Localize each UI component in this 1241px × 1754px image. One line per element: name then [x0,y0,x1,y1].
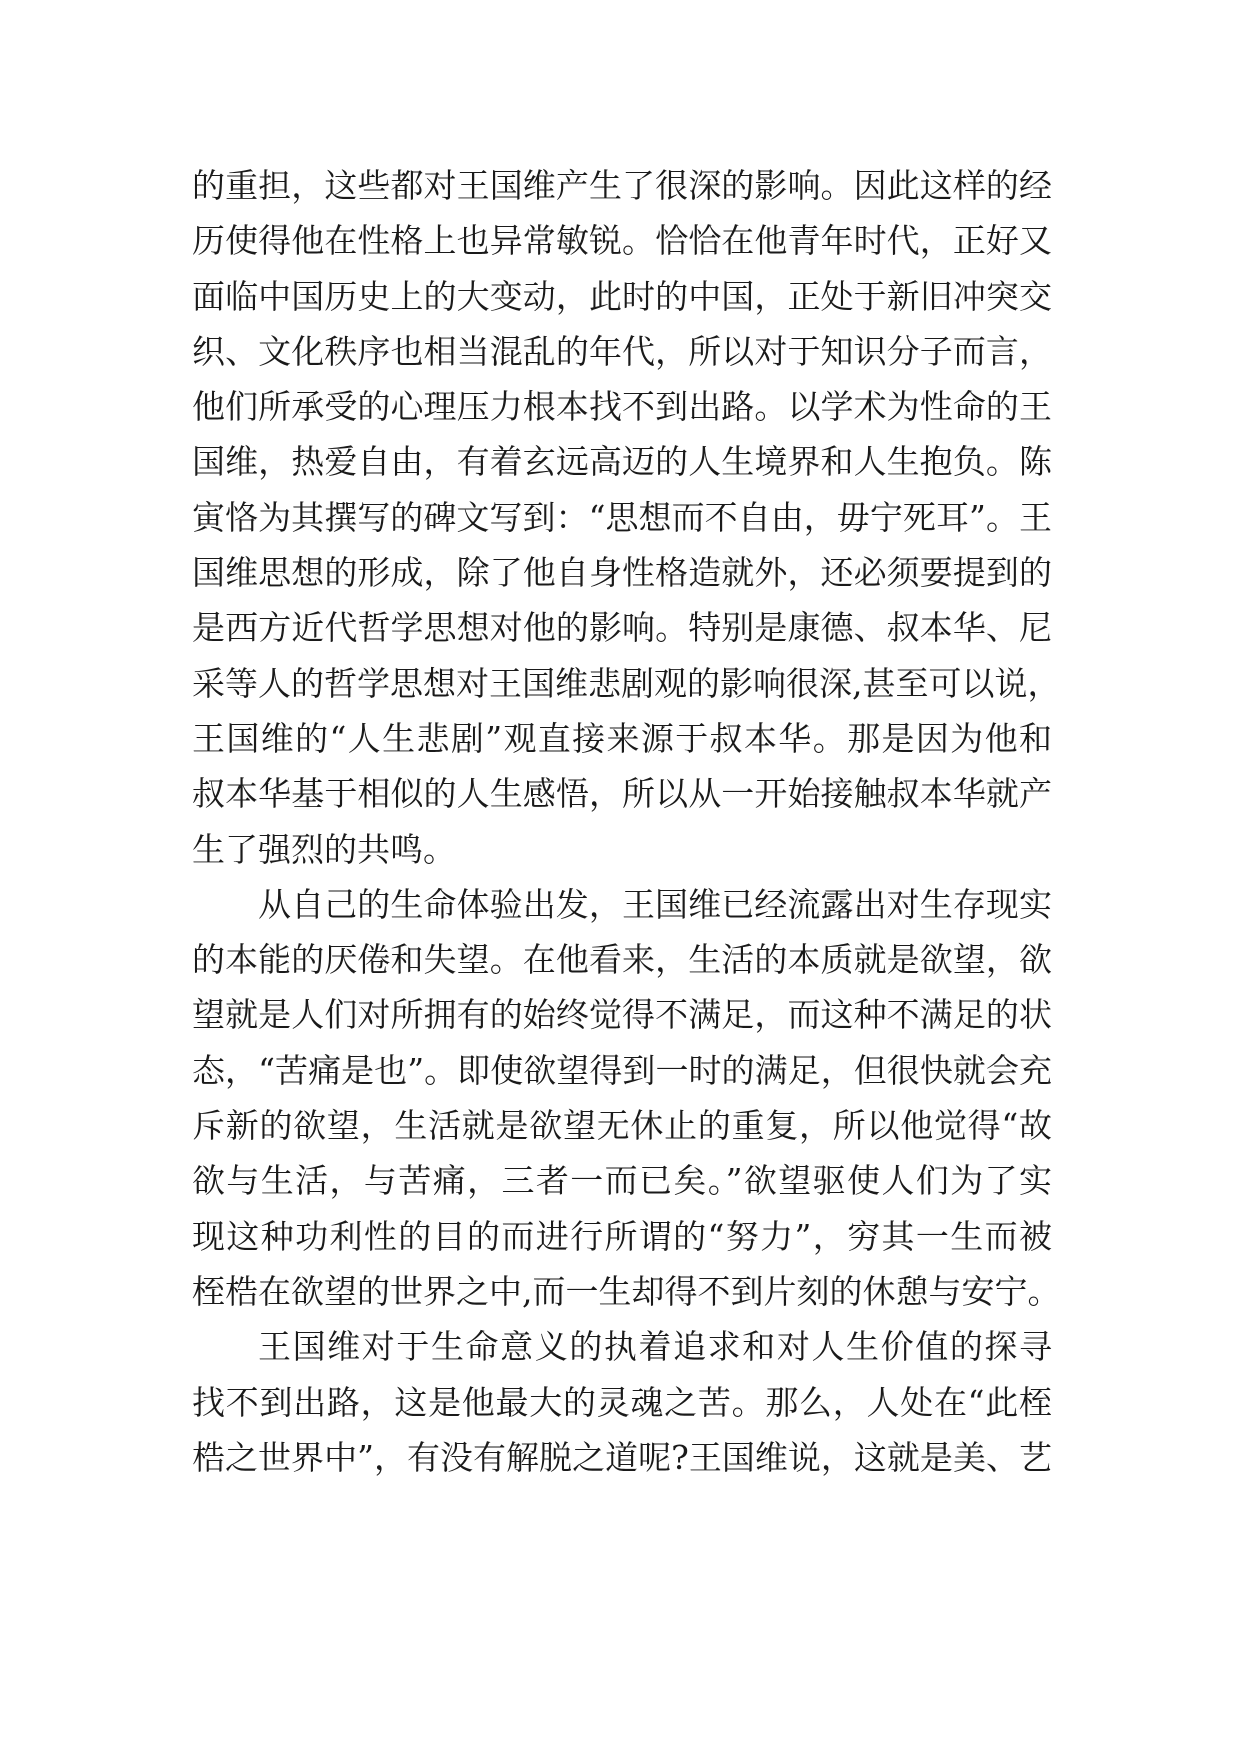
paragraph-first-line: 王国维对于生命意义的执着追求和对人生价值的探寻 [258,1327,1052,1367]
text-line: 是西方近代哲学思想对他的影响。特别是康德、叔本华、尼 [192,608,1052,648]
text-line: 面临中国历史上的大变动，此时的中国，正处于新旧冲突交 [192,276,1052,316]
text-line: 现这种功利性的目的而进行所谓的“努力”，穷其一生而被 [192,1216,1052,1256]
text-line: 的本能的厌倦和失望。在他看来，生活的本质就是欲望，欲 [192,940,1052,980]
text-line: 国维思想的形成，除了他自身性格造就外，还必须要提到的 [192,553,1052,593]
text-line: 望就是人们对所拥有的始终觉得不满足，而这种不满足的状 [192,995,1052,1035]
text-line: 桎梏在欲望的世界之中,而一生却得不到片刻的休憩与安宁。 [192,1271,1061,1311]
text-line: 生了强烈的共鸣。 [192,829,456,869]
text-line: 织、文化秩序也相当混乱的年代，所以对于知识分子而言， [192,331,1052,371]
text-line: 欲与生活，与苦痛，三者一而已矣。”欲望驱使人们为了实 [192,1161,1052,1201]
paragraph-first-line: 从自己的生命体验出发，王国维已经流露出对生存现实 [258,884,1052,924]
text-line: 他们所承受的心理压力根本找不到出路。以学术为性命的王 [192,387,1052,427]
text-line: 王国维的“人生悲剧”观直接来源于叔本华。那是因为他和 [192,718,1052,758]
text-line: 找不到出路，这是他最大的灵魂之苦。那么，人处在“此桎 [192,1382,1052,1422]
text-line: 态，“苦痛是也”。即使欲望得到一时的满足，但很快就会充 [192,1050,1052,1090]
text-line: 的重担，这些都对王国维产生了很深的影响。因此这样的经 [192,166,1052,205]
text-line: 寅恪为其撰写的碑文写到：“思想而不自由，毋宁死耳”。王 [192,497,1052,537]
text-line: 叔本华基于相似的人生感悟，所以从一开始接触叔本华就产 [192,774,1052,814]
text-line: 历使得他在性格上也异常敏锐。恰恰在他青年时代，正好又 [192,221,1052,261]
text-line: 采等人的哲学思想对王国维悲剧观的影响很深,甚至可以说， [192,663,1061,703]
text-line: 国维，热爱自由，有着玄远高迈的人生境界和人生抱负。陈 [192,442,1052,482]
text-line: 斥新的欲望，生活就是欲望无休止的重复，所以他觉得“故 [192,1106,1052,1146]
document-body [192,158,1061,1485]
text-line: 梏之世界中”，有没有解脱之道呢?王国维说，这就是美、艺 [192,1437,1052,1477]
